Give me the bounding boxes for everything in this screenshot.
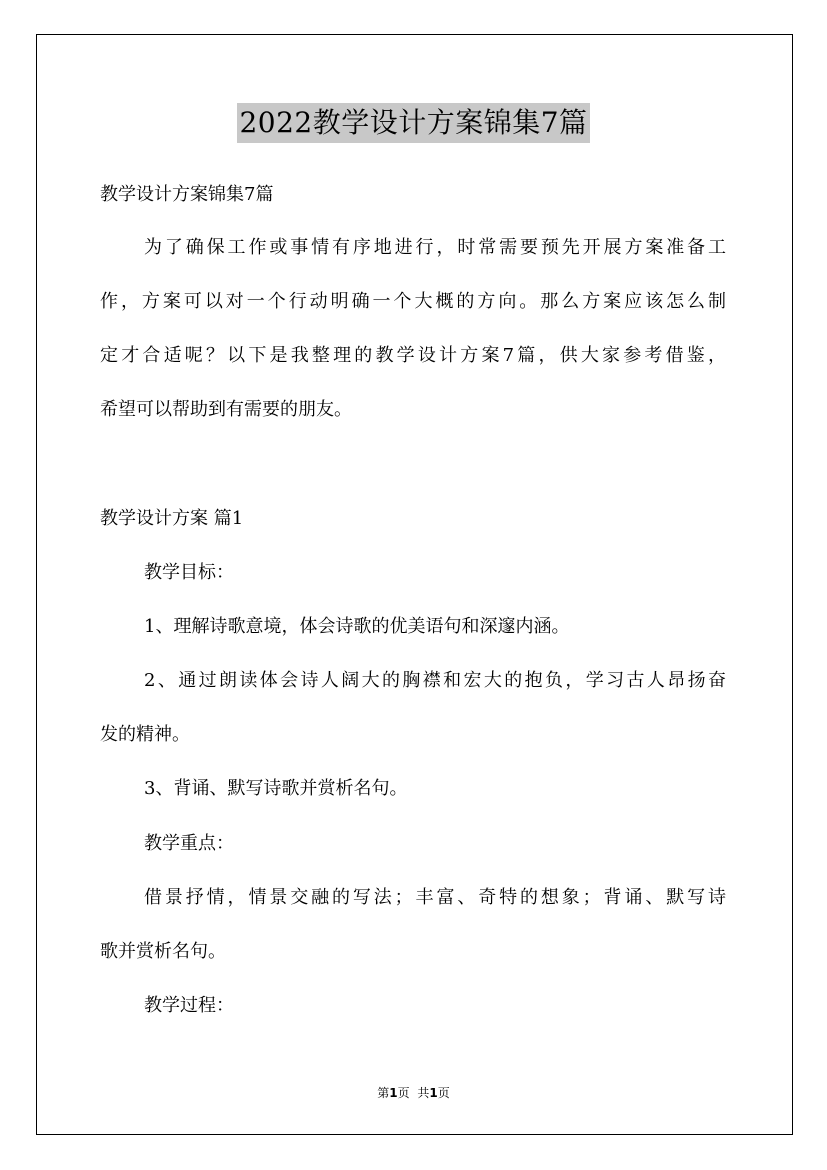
title-container — [0, 103, 827, 143]
footer-page-total: 1 — [429, 1086, 438, 1100]
footer-total-unit: 页 — [437, 1086, 450, 1100]
intro-line-3: 定才合适呢？以下是我整理的教学设计方案7篇，供大家参考借鉴， — [100, 345, 726, 366]
footer-page-prefix: 第 — [377, 1086, 390, 1100]
intro-line-4: 希望可以帮助到有需要的朋友。 — [100, 399, 352, 420]
page-footer — [0, 1084, 827, 1101]
goal-2-line-2: 发的精神。 — [100, 724, 190, 745]
focus-line-2: 歌并赏析名句。 — [100, 941, 226, 962]
document-title: 2022教学设计方案锦集7篇 — [237, 103, 589, 143]
document-subtitle: 教学设计方案锦集7篇 — [100, 184, 274, 205]
footer-page-unit: 页 — [397, 1086, 410, 1100]
goal-1: 1、理解诗歌意境，体会诗歌的优美语句和深邃内涵。 — [144, 616, 570, 637]
process-label: 教学过程： — [144, 995, 234, 1016]
footer-page-current: 1 — [389, 1086, 398, 1100]
section-heading: 教学设计方案 篇1 — [100, 508, 244, 529]
intro-line-1: 为了确保工作或事情有序地进行，时常需要预先开展方案准备工 — [144, 237, 726, 258]
goals-label: 教学目标： — [144, 562, 234, 583]
intro-line-2: 作，方案可以对一个行动明确一个大概的方向。那么方案应该怎么制 — [100, 291, 726, 312]
focus-line-1: 借景抒情，情景交融的写法；丰富、奇特的想象；背诵、默写诗 — [144, 887, 726, 908]
footer-total-prefix: 共 — [417, 1086, 430, 1100]
focus-label: 教学重点： — [144, 833, 234, 854]
goal-3: 3、背诵、默写诗歌并赏析名句。 — [144, 778, 408, 799]
goal-2-line-1: 2、通过朗读体会诗人阔大的胸襟和宏大的抱负，学习古人昂扬奋 — [144, 670, 726, 691]
